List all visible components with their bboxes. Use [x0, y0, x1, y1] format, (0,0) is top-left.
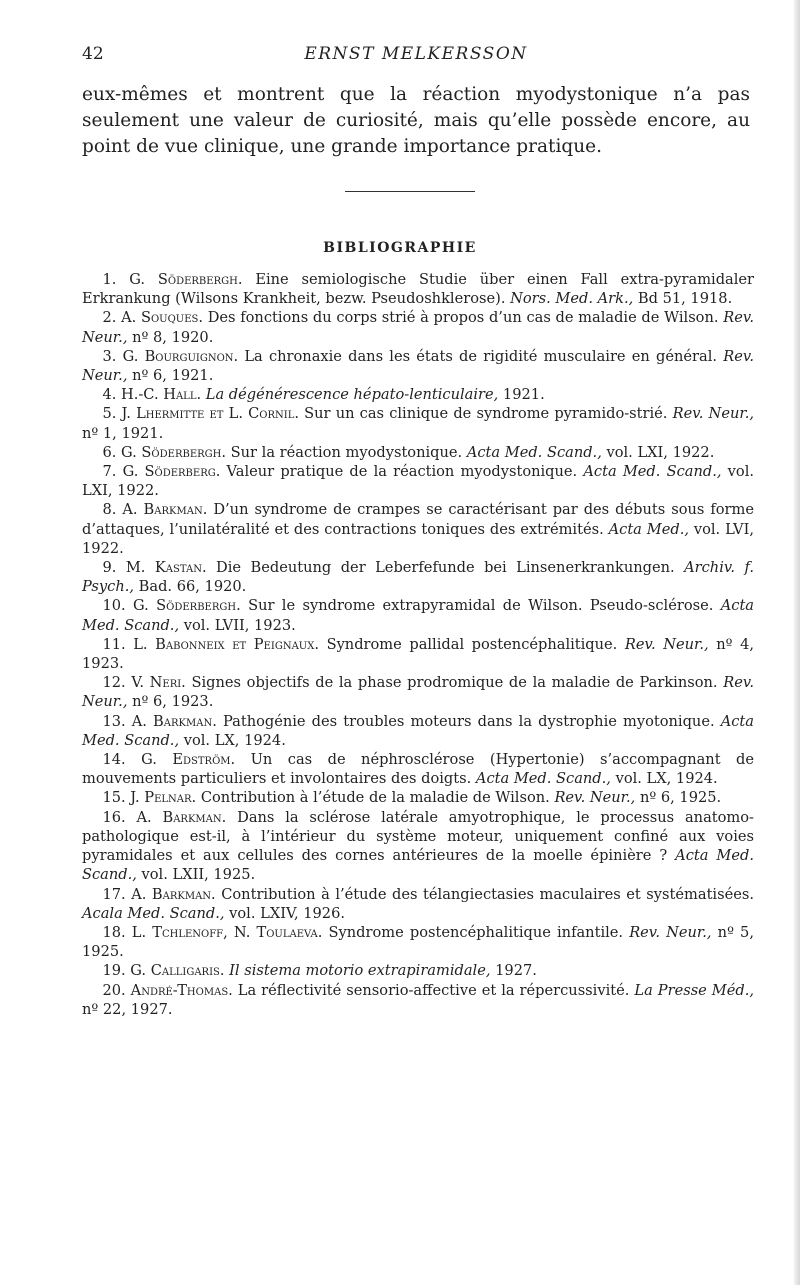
entry-title: La réflectivité sensorio-affective et la répercussivité. [232, 981, 635, 999]
entry-author: L. Babonneix et Peignaux. [133, 635, 319, 653]
entry-author: G. Söderbergh. [121, 443, 226, 461]
page-header [82, 44, 750, 68]
entry-details: vol. LX, 1924. [610, 770, 718, 788]
entry-source: Acala Med. Scand., [82, 904, 225, 922]
bibliography-entry [82, 500, 754, 558]
entry-number: 18. [102, 923, 126, 941]
entry-source: Rev. Neur., [82, 674, 754, 711]
entry-title: Syndrome pallidal postencéphalitique. [319, 635, 625, 653]
entry-author: André-Thomas. [130, 981, 233, 999]
bibliography-list [82, 270, 754, 1019]
bibliography-entry [82, 270, 754, 308]
bibliography-entry [82, 788, 754, 807]
entry-number: 17. [102, 885, 126, 903]
entry-author: A. Barkman. [136, 808, 227, 826]
entry-source: Rev. Neur., [672, 405, 755, 423]
bibliography-entry [82, 712, 754, 750]
entry-source: Rev. Neur., [624, 635, 709, 653]
entry-title: Sur le syndrome extrapyramidal de Wilson. Pseudo-sclérose. [240, 597, 721, 615]
bibliography-entry [82, 443, 754, 462]
entry-details: nº 6, 1925. [635, 789, 722, 807]
entry-source: Rev. Neur., [554, 789, 636, 807]
bibliography-entry [82, 885, 754, 923]
entry-source: Acta Med. Scand., [475, 770, 611, 788]
bibliography-entry [82, 961, 754, 980]
entry-title: Des fonctions du corps strié à propos d’un cas de maladie de Wilson. [203, 309, 724, 327]
bibliography-entry [82, 404, 754, 442]
entry-number: 11. [102, 635, 126, 653]
entry-source: La dégénérescence hépato-lenticulaire, [205, 386, 499, 404]
entry-details: vol. LVI, 1922. [82, 520, 754, 557]
bibliography-entry [82, 673, 754, 711]
entry-details: 1927. [490, 962, 537, 980]
intro-paragraph: eux-mêmes et montrent que la réaction myodystonique n’a pas seulement une valeur de curiosité, mais qu’elle possède encore, au point de vue clinique, une grande importance pratique. [82, 84, 750, 157]
running-head: ERNST MELKERSSON [304, 44, 528, 64]
entry-details: nº 4, 1923. [82, 635, 755, 673]
entry-source: Acta Med. Scand., [583, 463, 722, 481]
entry-source: Rev. Neur., [82, 309, 754, 346]
entry-details: nº 6, 1921. [127, 367, 214, 385]
entry-title: Contribution à l’étude de la maladie de Wilson. [196, 789, 555, 807]
bibliography-entry [82, 347, 754, 385]
section-divider [345, 191, 475, 192]
entry-author: G. Bourguignon. [122, 347, 239, 365]
bibliography-entry [82, 596, 754, 634]
entry-title: Un cas de néphrosclérose (Hypertonie) s’accompagnant de mouvements particuliers et involontaires des doigts. [82, 751, 755, 788]
page-number: 42 [82, 44, 104, 64]
page-edge-shadow [794, 0, 800, 1285]
entry-number: 8. [102, 501, 117, 519]
entry-number: 14. [102, 751, 126, 769]
entry-author: L. Tchlenoff, N. Toulaeva. [131, 923, 323, 941]
bibliography-entry [82, 981, 754, 1019]
entry-details: vol. LX, 1924. [179, 731, 286, 749]
entry-details: Bd 51, 1918. [633, 290, 733, 308]
entry-title: Dans la sclérose latérale amyotrophique, le processus anatomo-pathologique est-il, à l’intérieur du système moteur, uniquement confiné aux voies pyramidales et aux cellules des cornes antérieures de la moelle épinière ? [82, 808, 754, 865]
entry-number: 19. [102, 962, 126, 980]
entry-details: nº 22, 1927. [82, 1000, 173, 1018]
entry-source: Nors. Med. Ark., [510, 290, 634, 308]
entry-number: 15. [102, 789, 126, 807]
entry-number: 5. [102, 405, 117, 423]
entry-source: Acta Med. Scand., [82, 597, 755, 634]
entry-details: vol. LXII, 1925. [136, 866, 256, 884]
entry-details: nº 1, 1921. [82, 424, 164, 442]
entry-details: vol. LVII, 1923. [179, 616, 296, 634]
entry-source: La Presse Méd., [634, 981, 755, 999]
entry-author: A. Barkman. [122, 501, 208, 519]
bibliography-entry [82, 808, 754, 885]
entry-source: Il sistema motorio extrapiramidale, [229, 962, 491, 980]
entry-author: A. Barkman. [131, 712, 217, 730]
entry-title: Sur la réaction myodystonique. [226, 443, 467, 461]
entry-title: Contribution à l’étude des télangiectasies maculaires et systématisées. [215, 885, 754, 903]
bibliography-entry [82, 558, 754, 596]
entry-author: H.-C. Hall. [121, 386, 202, 404]
entry-title: La chronaxie dans les états de rigidité musculaire en général. [238, 347, 724, 365]
entry-author: M. Kastan. [125, 559, 207, 577]
entry-details: Bad. 66, 1920. [134, 578, 247, 596]
entry-number: 16. [102, 808, 126, 826]
entry-title: Signes objectifs de la phase prodromique de la maladie de Parkinson. [185, 674, 724, 692]
entry-source: Acta Med. Scand., [82, 847, 754, 884]
entry-source: Archiv. f. Psych., [82, 559, 754, 596]
entry-title: Pathogénie des troubles moteurs dans la dystrophie myotonique. [216, 712, 721, 730]
entry-author: G. Söderberg. [122, 463, 221, 481]
entry-number: 12. [102, 674, 126, 692]
entry-number: 6. [102, 443, 117, 461]
entry-number: 4. [102, 386, 117, 404]
entry-title: Syndrome postencéphalitique infantile. [322, 923, 630, 941]
entry-title: Valeur pratique de la réaction myodystonique. [220, 463, 584, 481]
entry-number: 13. [102, 712, 126, 730]
entry-author: G. Söderbergh. [129, 271, 243, 288]
bibliography-entry [82, 635, 754, 673]
entry-number: 2. [102, 309, 117, 327]
entry-source: Rev. Neur., [629, 923, 712, 941]
bibliography-heading: BIBLIOGRAPHIE [323, 240, 477, 256]
entry-author: G. Calligaris. [130, 962, 225, 980]
entry-details: nº 6, 1923. [127, 693, 214, 711]
entry-number: 1. [102, 271, 117, 288]
bibliography-entry [82, 750, 754, 788]
entry-number: 9. [102, 559, 117, 577]
entry-author: G. Söderbergh. [133, 597, 241, 615]
entry-details: nº 8, 1920. [127, 328, 214, 346]
bibliography-entry [82, 385, 754, 404]
entry-source: Rev. Neur., [82, 347, 754, 385]
entry-title: Die Bedeutung der Leberfefunde bei Linsenerkrankungen. [206, 559, 685, 577]
entry-source: Acta Med. Scand., [82, 712, 754, 749]
entry-source: Acta Med. Scand., [466, 443, 602, 461]
entry-author: A. Souques. [121, 309, 203, 327]
entry-details: nº 5, 1925. [82, 923, 754, 961]
entry-author: J. Pelnar. [130, 789, 197, 807]
bibliography-entry [82, 923, 754, 961]
entry-number: 3. [102, 347, 117, 365]
bibliography-entry [82, 462, 754, 500]
entry-title: Eine semiologische Studie über einen Fall extra-pyramidaler Erkrankung (Wilsons Krankheit, bezw. Pseudoshklerose). [82, 271, 755, 308]
entry-number: 7. [102, 463, 117, 481]
entry-author: G. Edström. [141, 751, 236, 769]
entry-title: D’un syndrome de crampes se caractérisant par des débuts sous forme d’attaques, l’unilatéralité et des contractions toniques des extrémités. [82, 501, 755, 538]
entry-number: 10. [102, 597, 126, 615]
entry-source: Acta Med., [608, 520, 689, 538]
entry-details: 1921. [498, 386, 545, 404]
entry-number: 20. [102, 981, 126, 999]
entry-details: vol. LXIV, 1926. [224, 904, 346, 922]
entry-title: Sur un cas clinique de syndrome pyramido-strié. [299, 405, 673, 423]
entry-details: vol. LXI, 1922. [82, 463, 755, 500]
entry-author: V. Neri. [131, 674, 186, 692]
entry-author: J. Lhermitte et L. Cornil. [121, 405, 299, 423]
bibliography-entry [82, 308, 754, 346]
entry-author: A. Barkman. [131, 885, 216, 903]
entry-details: vol. LXI, 1922. [601, 443, 715, 461]
